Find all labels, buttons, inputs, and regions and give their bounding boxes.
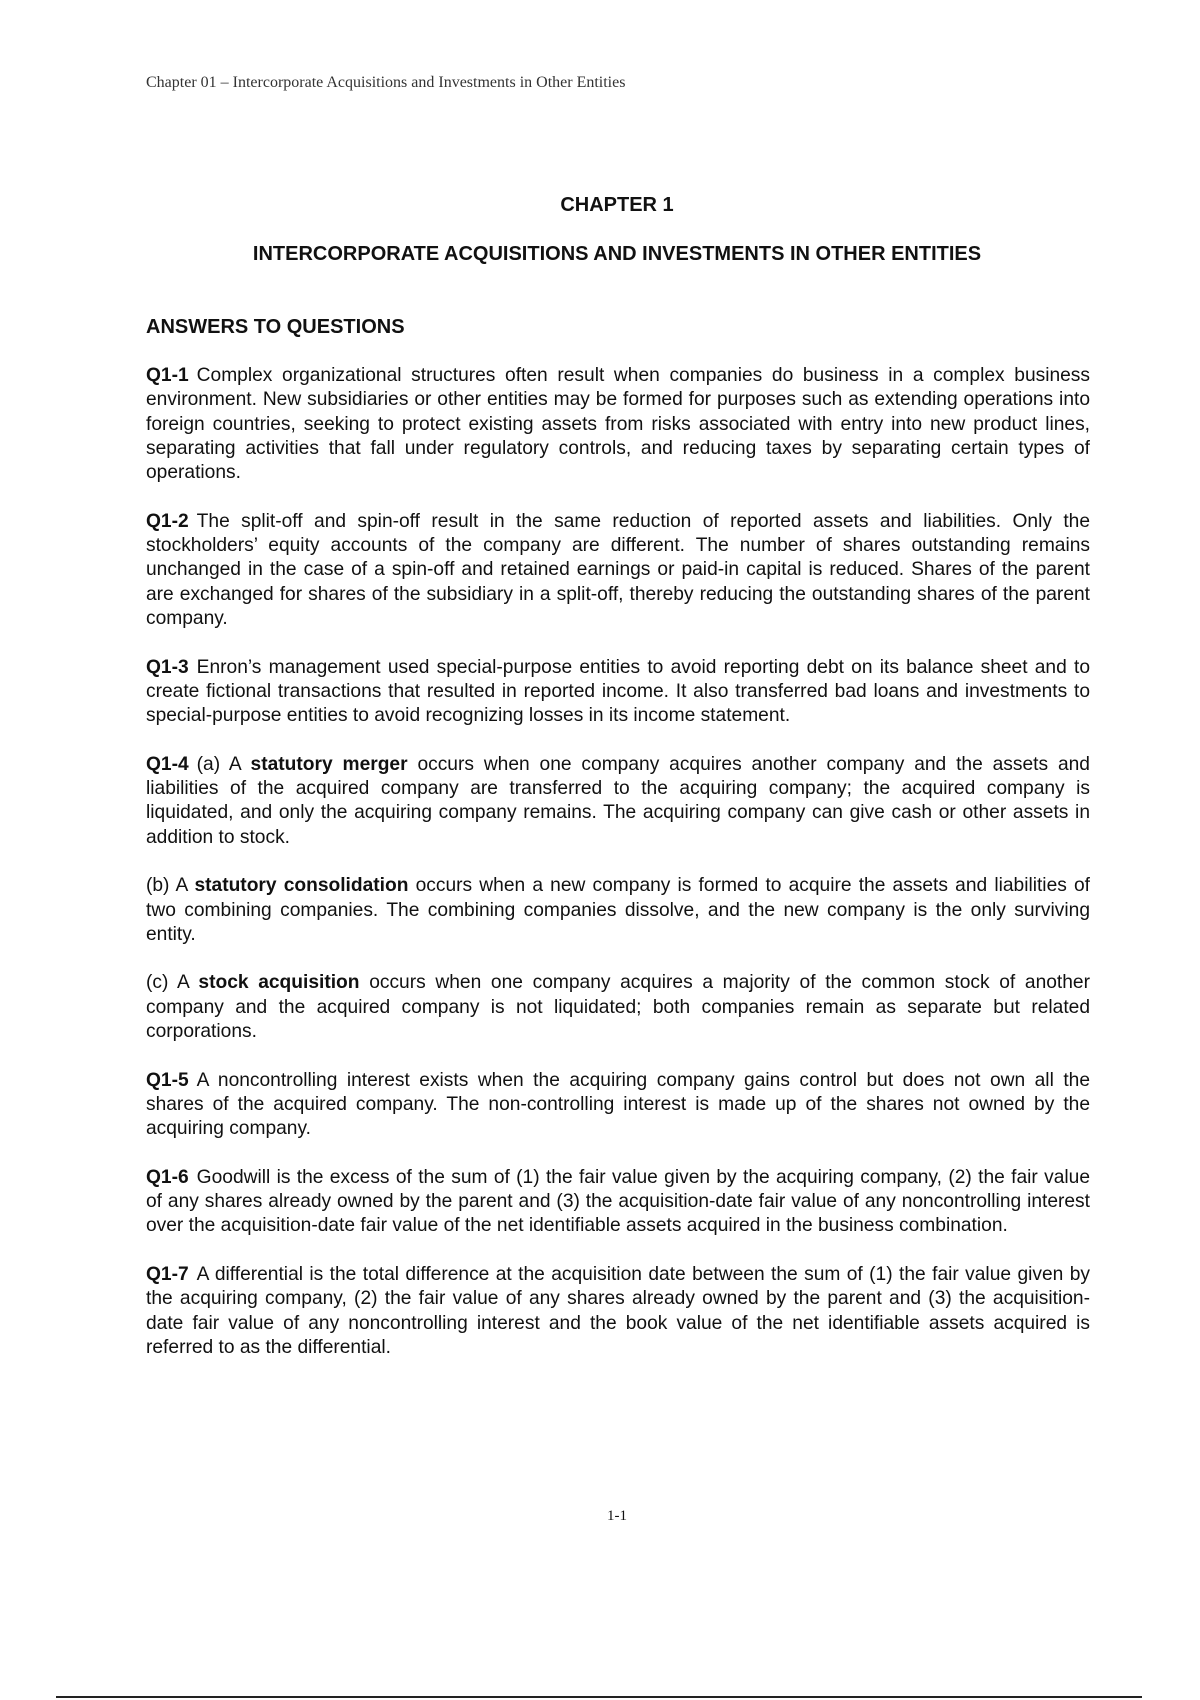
term-statutory-merger: statutory merger bbox=[250, 753, 408, 775]
running-header: Chapter 01 – Intercorporate Acquisitions and Investments in Other Entities bbox=[146, 74, 626, 91]
part-prefix: (b) A bbox=[146, 875, 188, 897]
answer-q1-4a bbox=[146, 753, 1090, 850]
part-prefix: (a) A bbox=[196, 753, 241, 775]
answer-text: Goodwill is the excess of the sum of (1) the fair value given by the acquiring company, (2) the fair value of any shares already owned by the parent and (3) the acquisition-date fair value of any noncontrolling interest over the acquisition-date fair value of the net identifiable assets acquired in the business combination. bbox=[146, 1166, 1090, 1237]
question-number: Q1-3 bbox=[146, 656, 189, 678]
question-number: Q1-4 bbox=[146, 753, 189, 775]
question-number: Q1-7 bbox=[146, 1263, 189, 1285]
answer-text: occurs when one company acquires another company and the assets and liabilities of the acquired company are transferred to the acquiring company; the acquired company is liquidated, and only the acquiring company remains. The acquiring company can give cash or other assets in addition to stock. bbox=[146, 753, 1090, 848]
answer-q1-5 bbox=[146, 1069, 1090, 1142]
question-number: Q1-6 bbox=[146, 1166, 189, 1188]
answer-text: The split-off and spin-off result in the same reduction of reported assets and liabilities. Only the stockholders’ equity accounts of the company are different. The number of shares outstanding remains unchanged in the case of a spin-off and retained earnings or paid-in capital is reduced. Shares of the parent are exchanged for shares of the subsidiary in a split-off, thereby reducing the outstanding shares of the parent company. bbox=[146, 510, 1090, 629]
answer-q1-6 bbox=[146, 1166, 1090, 1239]
question-number: Q1-1 bbox=[146, 365, 189, 386]
term-statutory-consolidation: statutory consolidation bbox=[194, 875, 409, 897]
answer-text: A noncontrolling interest exists when the acquiring company gains control but does not own all the shares of the acquired company. The non-controlling interest is made up of the shares not owned by the acquiring company. bbox=[146, 1069, 1090, 1140]
answer-text: A differential is the total difference at the acquisition date between the sum of (1) the fair value given by the acquiring company, (2) the fair value of any shares already owned by the parent and (3) the acquisition-date fair value of any noncontrolling interest and the book value of the net identifiable assets acquired is referred to as the differential. bbox=[146, 1263, 1090, 1358]
answer-text: Enron’s management used special-purpose entities to avoid reporting debt on its balance sheet and to create fictional transactions that resulted in reported income. It also transferred bad loans and investments to special-purpose entities to avoid recognizing losses in its income statement. bbox=[146, 656, 1090, 727]
answer-text: Complex organizational structures often result when companies do business in a complex business environment. New subsidiaries or other entities may be formed for purposes such as extending operations into foreign countries, seeking to protect existing assets from risks associated with entry into new product lines, separating activities that fall under regulatory controls, and reducing taxes by separating certain types of operations. bbox=[146, 365, 1090, 484]
answer-q1-1 bbox=[146, 364, 1090, 485]
chapter-heading: CHAPTER 1 bbox=[560, 194, 674, 216]
page-number: 1-1 bbox=[607, 1508, 627, 1524]
answer-q1-7 bbox=[146, 1263, 1090, 1360]
answers-body bbox=[146, 364, 1090, 1384]
answer-q1-4c bbox=[146, 971, 1090, 1044]
answer-q1-4b bbox=[146, 874, 1090, 947]
section-title: ANSWERS TO QUESTIONS bbox=[146, 316, 405, 338]
question-number: Q1-2 bbox=[146, 510, 189, 532]
term-stock-acquisition: stock acquisition bbox=[198, 972, 360, 994]
bottom-rule bbox=[56, 1696, 1142, 1698]
answer-q1-3 bbox=[146, 656, 1090, 729]
answer-text: occurs when a new company is formed to acquire the assets and liabilities of two combining companies. The combining companies dissolve, and the new company is the only surviving entity. bbox=[146, 875, 1091, 945]
part-prefix: (c) A bbox=[146, 972, 189, 994]
answer-text: occurs when one company acquires a majority of the common stock of another company and the acquired company is not liquidated; both companies remain as separate but related corporations. bbox=[146, 972, 1090, 1043]
question-number: Q1-5 bbox=[146, 1069, 189, 1091]
chapter-title: INTERCORPORATE ACQUISITIONS AND INVESTMENTS IN OTHER ENTITIES bbox=[252, 243, 982, 265]
answer-q1-2 bbox=[146, 510, 1090, 631]
